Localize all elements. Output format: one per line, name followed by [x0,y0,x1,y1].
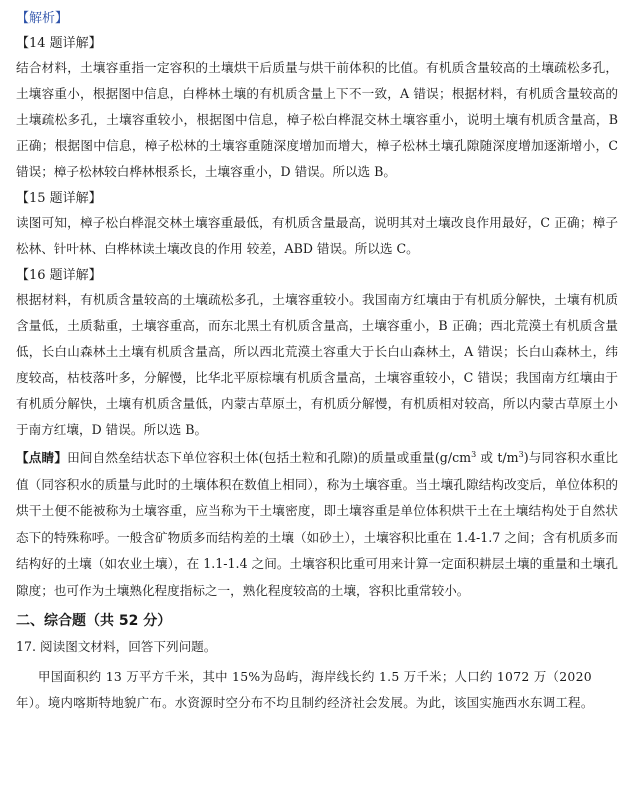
key-point-text-1: 田间自然垒结状态下单位容积土体(包括土粒和孔隙)的质量或重量(g/cm [67,450,472,465]
q17-material: 甲国面积约 13 万平方千米，其中 15%为岛屿，海岸线长约 1.5 万千米；人口约 1072 万（2020 年）。境内喀斯特地貌广布。水资源时空分布不均且制约经济社会发展。为此，该国实施西水东调工程。 [16,669,594,710]
q15-explanation: 读图可知，樟子松白桦混交林土壤容重最低，有机质含量最高，说明其对土壤改良作用最好，C 正确；樟子松林、针叶林、白桦林读土壤改良的作用 较差，ABD 错误。所以选 C。 [16,215,618,256]
q16-explanation: 根据材料，有机质含量较高的土壤疏松多孔，土壤容重较小。我国南方红壤由于有机质分解快，土壤有机质含量低，土质黏重，土壤容重高，而东北黑土有机质含量高，土壤容重小，B 正确；西北荒漠土有机质含量低，长白山森林土土壤有机质含量高，所以西北荒漠土容重大于长白山森林土，A 错误；长白山森林土，纬度较高，枯枝落叶多，分解慢，比华北平原棕壤有机质含量高，土壤容重较小，C 错误；我国南方红壤由于有机质分解快，土壤有机质含量低，内蒙古草原土，有机质分解慢，有机质相对较高，所以内蒙古草原土小于南方红壤，D 错误。所以选 B。 [16,292,618,437]
q15-heading: 【15 题详解】 [16,191,102,206]
q16-heading: 【16 题详解】 [16,268,102,283]
unit-superscript-1: 3 [471,449,477,459]
key-point-text-2: 或 t/m [476,450,519,465]
key-point-label: 【点睛】 [16,450,68,465]
q17-heading: 17. 阅读图文材料，回答下列问题。 [16,639,217,654]
part-two-title: 二、综合题（共 52 分） [16,613,172,629]
key-point-paragraph [16,445,618,604]
q14-explanation: 结合材料，土壤容重指一定容积的土壤烘干后质量与烘干前体积的比值。有机质含量较高的土壤疏松多孔，土壤容重小，根据图中信息，白桦林土壤的有机质含量上下不一致，A 错误；根据材料，有机质含量较高的土壤疏松多孔，土壤容重较小，根据图中信息，樟子松白桦混交林土壤容重小，说明土壤有机质含量高，B 正确；根据图中信息，樟子松林的土壤容重随深度增加而增大，樟子松林土壤孔隙随深度增加逐渐增小，C 错误；樟子松林较白桦林根系长，土壤容重小，D 错误。所以选 B。 [16,60,618,179]
analysis-heading: 【解析】 [16,11,69,26]
key-point-text-3: )与同容积水重比值（同容积水的质量与此时的土壤体积在数值上相同），称为土壤容重。当土壤孔隙结构改变后，单位体积的烘干土便不能被称为土壤容重，应当称为干土壤密度，即土壤容重是单位体积烘干土在土壤结构处于自然状态下的特殊称呼。一般含矿物质多而结构差的土壤（如砂土），土壤容积比重在 1.4-1.7 之间；含有机质多而结构好的土壤（如农业土壤），在 1.1-1.4 之间。土壤容积比重可用来计算一定面积耕层土壤的重量和土壤孔隙度；也可作为土壤熟化程度指标之一，熟化程度较高的土壤，容积比重常较小。 [16,450,619,598]
unit-superscript-2: 3 [518,449,524,459]
q14-heading: 【14 题详解】 [16,36,102,51]
